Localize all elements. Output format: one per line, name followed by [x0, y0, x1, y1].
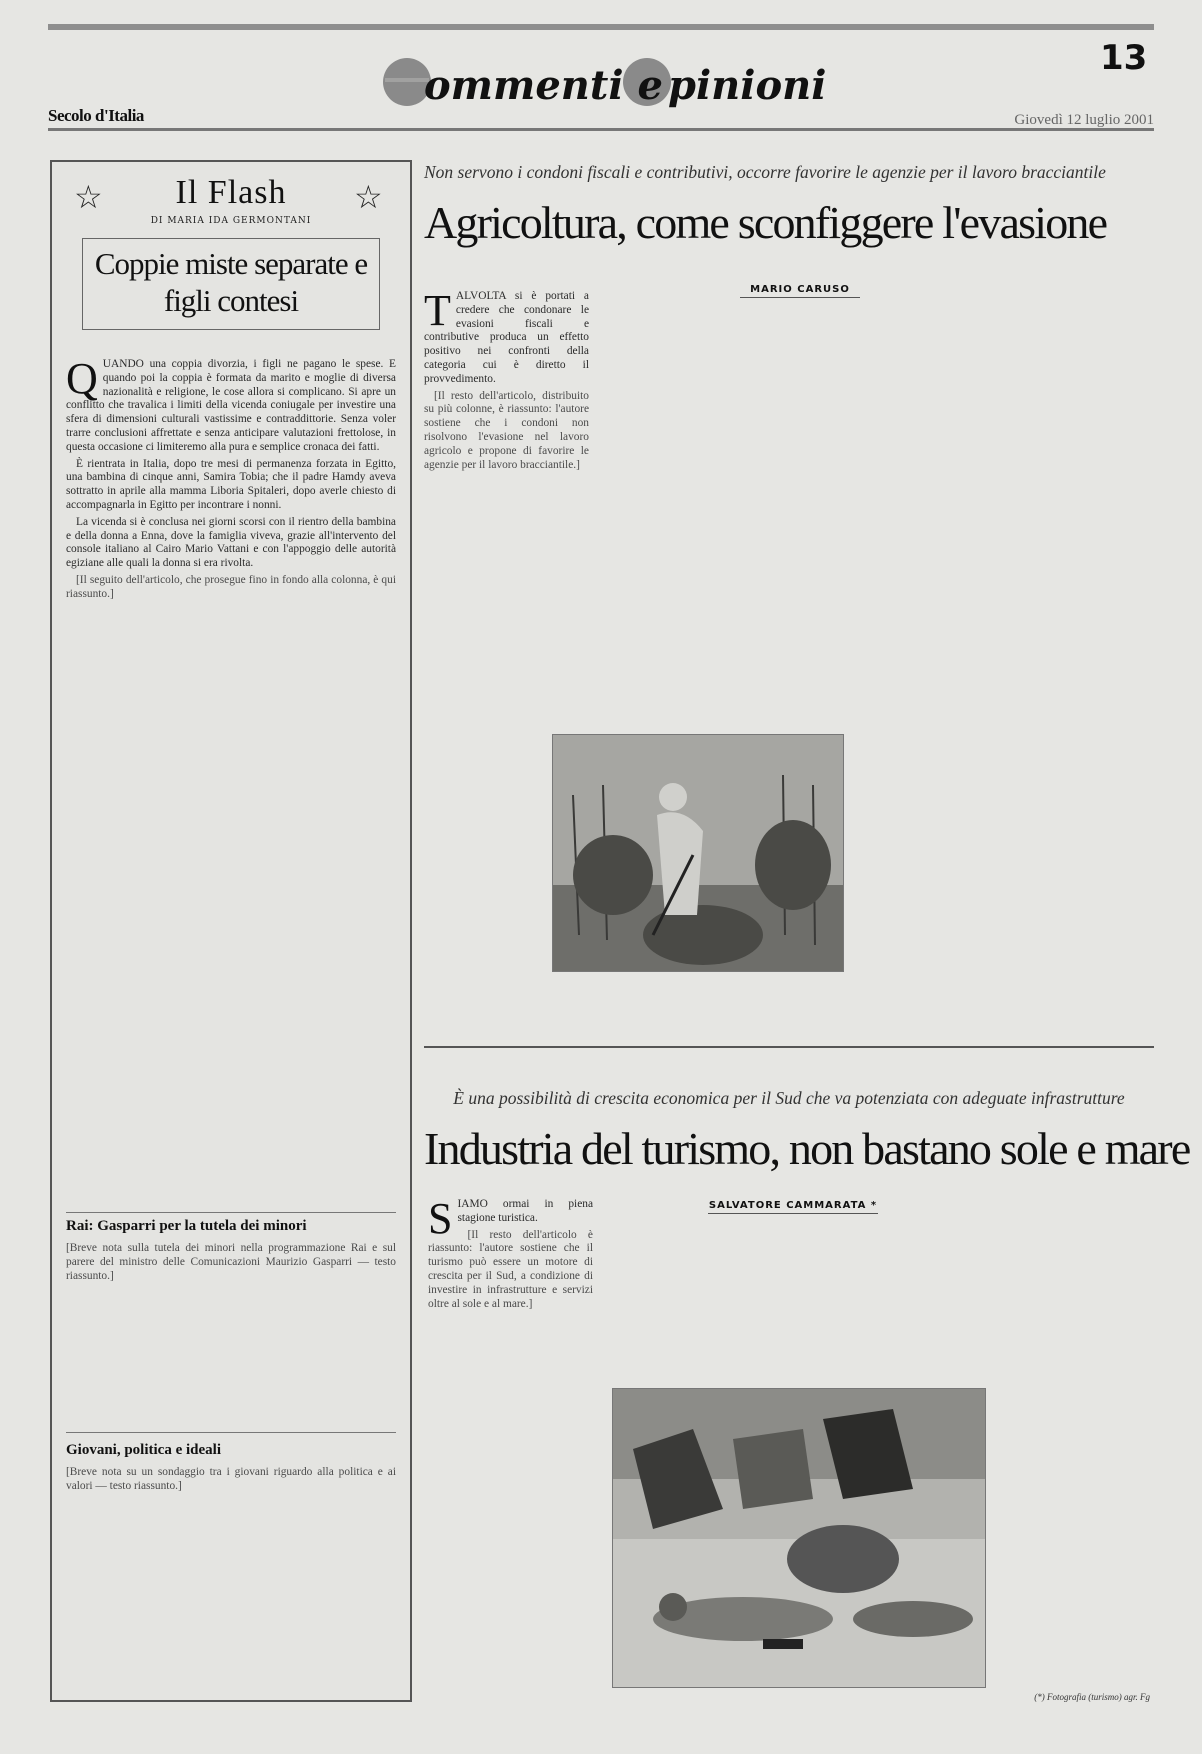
flash-paragraph: [Il seguito dell'articolo, che prosegue fino in fondo alla colonna, è qui riassunto.]: [66, 573, 396, 600]
article1-lead-paragraph: [424, 290, 589, 387]
flash-paragraph: La vicenda si è conclusa nei giorni scorsi con il rientro della bambina e della donna a Enna, dove la famiglia viveva, grazie all'intervento del console italiano al Cairo Mario Vattani e con l'appoggio delle autorità egiziane alle quali la donna si era rivolta.: [66, 515, 396, 570]
section-title: [380, 48, 860, 114]
article1-summary: [Il resto dell'articolo, distribuito su più colonne, è riassunto: l'autore sostiene che i condoni non risolvono l'evasione nel lavoro agricolo e propone di favorire le agenzie per il lavoro bracciantile.]: [424, 389, 589, 471]
star-icon: ☆: [74, 178, 103, 216]
flash-paragraph: È rientrata in Italia, dopo tre mesi di permanenza forzata in Egitto, una bambina di cinque anni, Samira Tobia; che il padre Hamdy aveva sottratto in aprile alla mamma Liboria Spitaleri, dopo averle chiesto di accompagnarla in Egitto per incontrare i nonni.: [66, 457, 396, 511]
article2-byline: SALVATORE CAMMARATA *: [708, 1200, 878, 1214]
flash-body: [66, 358, 396, 1178]
star-icon: ☆: [354, 178, 383, 216]
flash-headline-frame: [82, 238, 380, 330]
farmer-photo: [553, 735, 844, 972]
dropcap: Q: [66, 358, 98, 403]
article1-lead: ALVOLTA si è portati a credere che condonare le evasioni fiscali e contributive produca un effetto positivo nei confronti della categoria cui è diretto il provvedimento.: [424, 290, 589, 385]
article1-photo-farmer: [552, 734, 844, 972]
top-rule: [48, 24, 1154, 30]
paper-name: Secolo d'Italia: [48, 106, 144, 125]
photo-credit: (*) Fotografia (turismo) agr. Fg: [1034, 1692, 1150, 1702]
flash-divider: [66, 1432, 396, 1433]
article2-summary: [Il resto dell'articolo è riassunto: l'autore sostiene che il turismo può essere un motore di crescita per il Sud, a condizione di investire in infrastrutture e servizi oltre al sole e al mare.]: [428, 1228, 593, 1310]
flash-title: Il Flash: [175, 174, 287, 211]
article-divider: [424, 1046, 1154, 1048]
flash-rai-body: [Breve nota sulla tutela dei minori nella programmazione Rai e sul parere del ministro delle Comunicazioni Maurizio Gasparri — testo riassunto.]: [66, 1242, 396, 1282]
article2-lead: IAMO ormai in piena stagione turistica.: [457, 1198, 593, 1224]
flash-lead-paragraph: [66, 358, 396, 455]
issue-date: Giovedì 12 luglio 2001: [1014, 112, 1154, 128]
dropcap: T: [424, 290, 451, 335]
flash-giovani-body: [Breve nota su un sondaggio tra i giovani riguardo alla politica e ai valori — testo riassunto.]: [66, 1466, 396, 1492]
article1-headline: Agricoltura, come sconfiggere l'evasione: [424, 197, 1107, 248]
flash-lead: UANDO una coppia divorzia, i figli ne pagano le spese. E quando poi la coppia è formata da marito e moglie di diversa nazionalità e religione, le cose allora si complicano. Si apre un conflitto che travalica i limiti della vicenda coniugale per investire una sfera di dimensioni culturali vastissime e contraddittorie. Senza voler trarre conclusioni affrettate e senza anticipare valutazioni frettolose, in questa occasione ci limiteremo alla pura e semplice cronaca dei fatti.: [66, 358, 396, 453]
article2-column-1: [428, 1198, 593, 1348]
flash-divider: [66, 1212, 396, 1213]
article2-lead-paragraph: [428, 1198, 593, 1243]
flash-column: [50, 160, 412, 1702]
section-title-second: pinioni: [668, 62, 827, 109]
flash-subhead-giovani: Giovani, politica e ideali: [66, 1442, 222, 1458]
flash-subhead-rai: Rai: Gasparri per la tutela dei minori: [66, 1218, 307, 1234]
article2-kicker: È una possibilità di crescita economica per il Sud che va potenziata con adeguate infrastrutture: [453, 1088, 1125, 1108]
flash-headline: Coppie miste separate e figli contesi: [94, 246, 368, 318]
flash-byline: DI MARIA IDA GERMONTANI: [150, 216, 312, 226]
page-number: 13: [1100, 38, 1148, 78]
article1-kicker: Non servono i condoni fiscali e contributivi, occorre favorire le agenzie per il lavoro bracciantile: [424, 162, 1106, 182]
article1-byline: MARIO CARUSO: [740, 284, 860, 298]
dropcap: S: [428, 1198, 453, 1243]
article2-photo-beach: [612, 1388, 986, 1688]
article2-headline: Industria del turismo, non bastano sole e mare: [424, 1123, 1190, 1174]
section-title-first: ommenti e: [424, 62, 663, 109]
beach-photo: [613, 1389, 986, 1688]
header-rule: [48, 128, 1154, 131]
